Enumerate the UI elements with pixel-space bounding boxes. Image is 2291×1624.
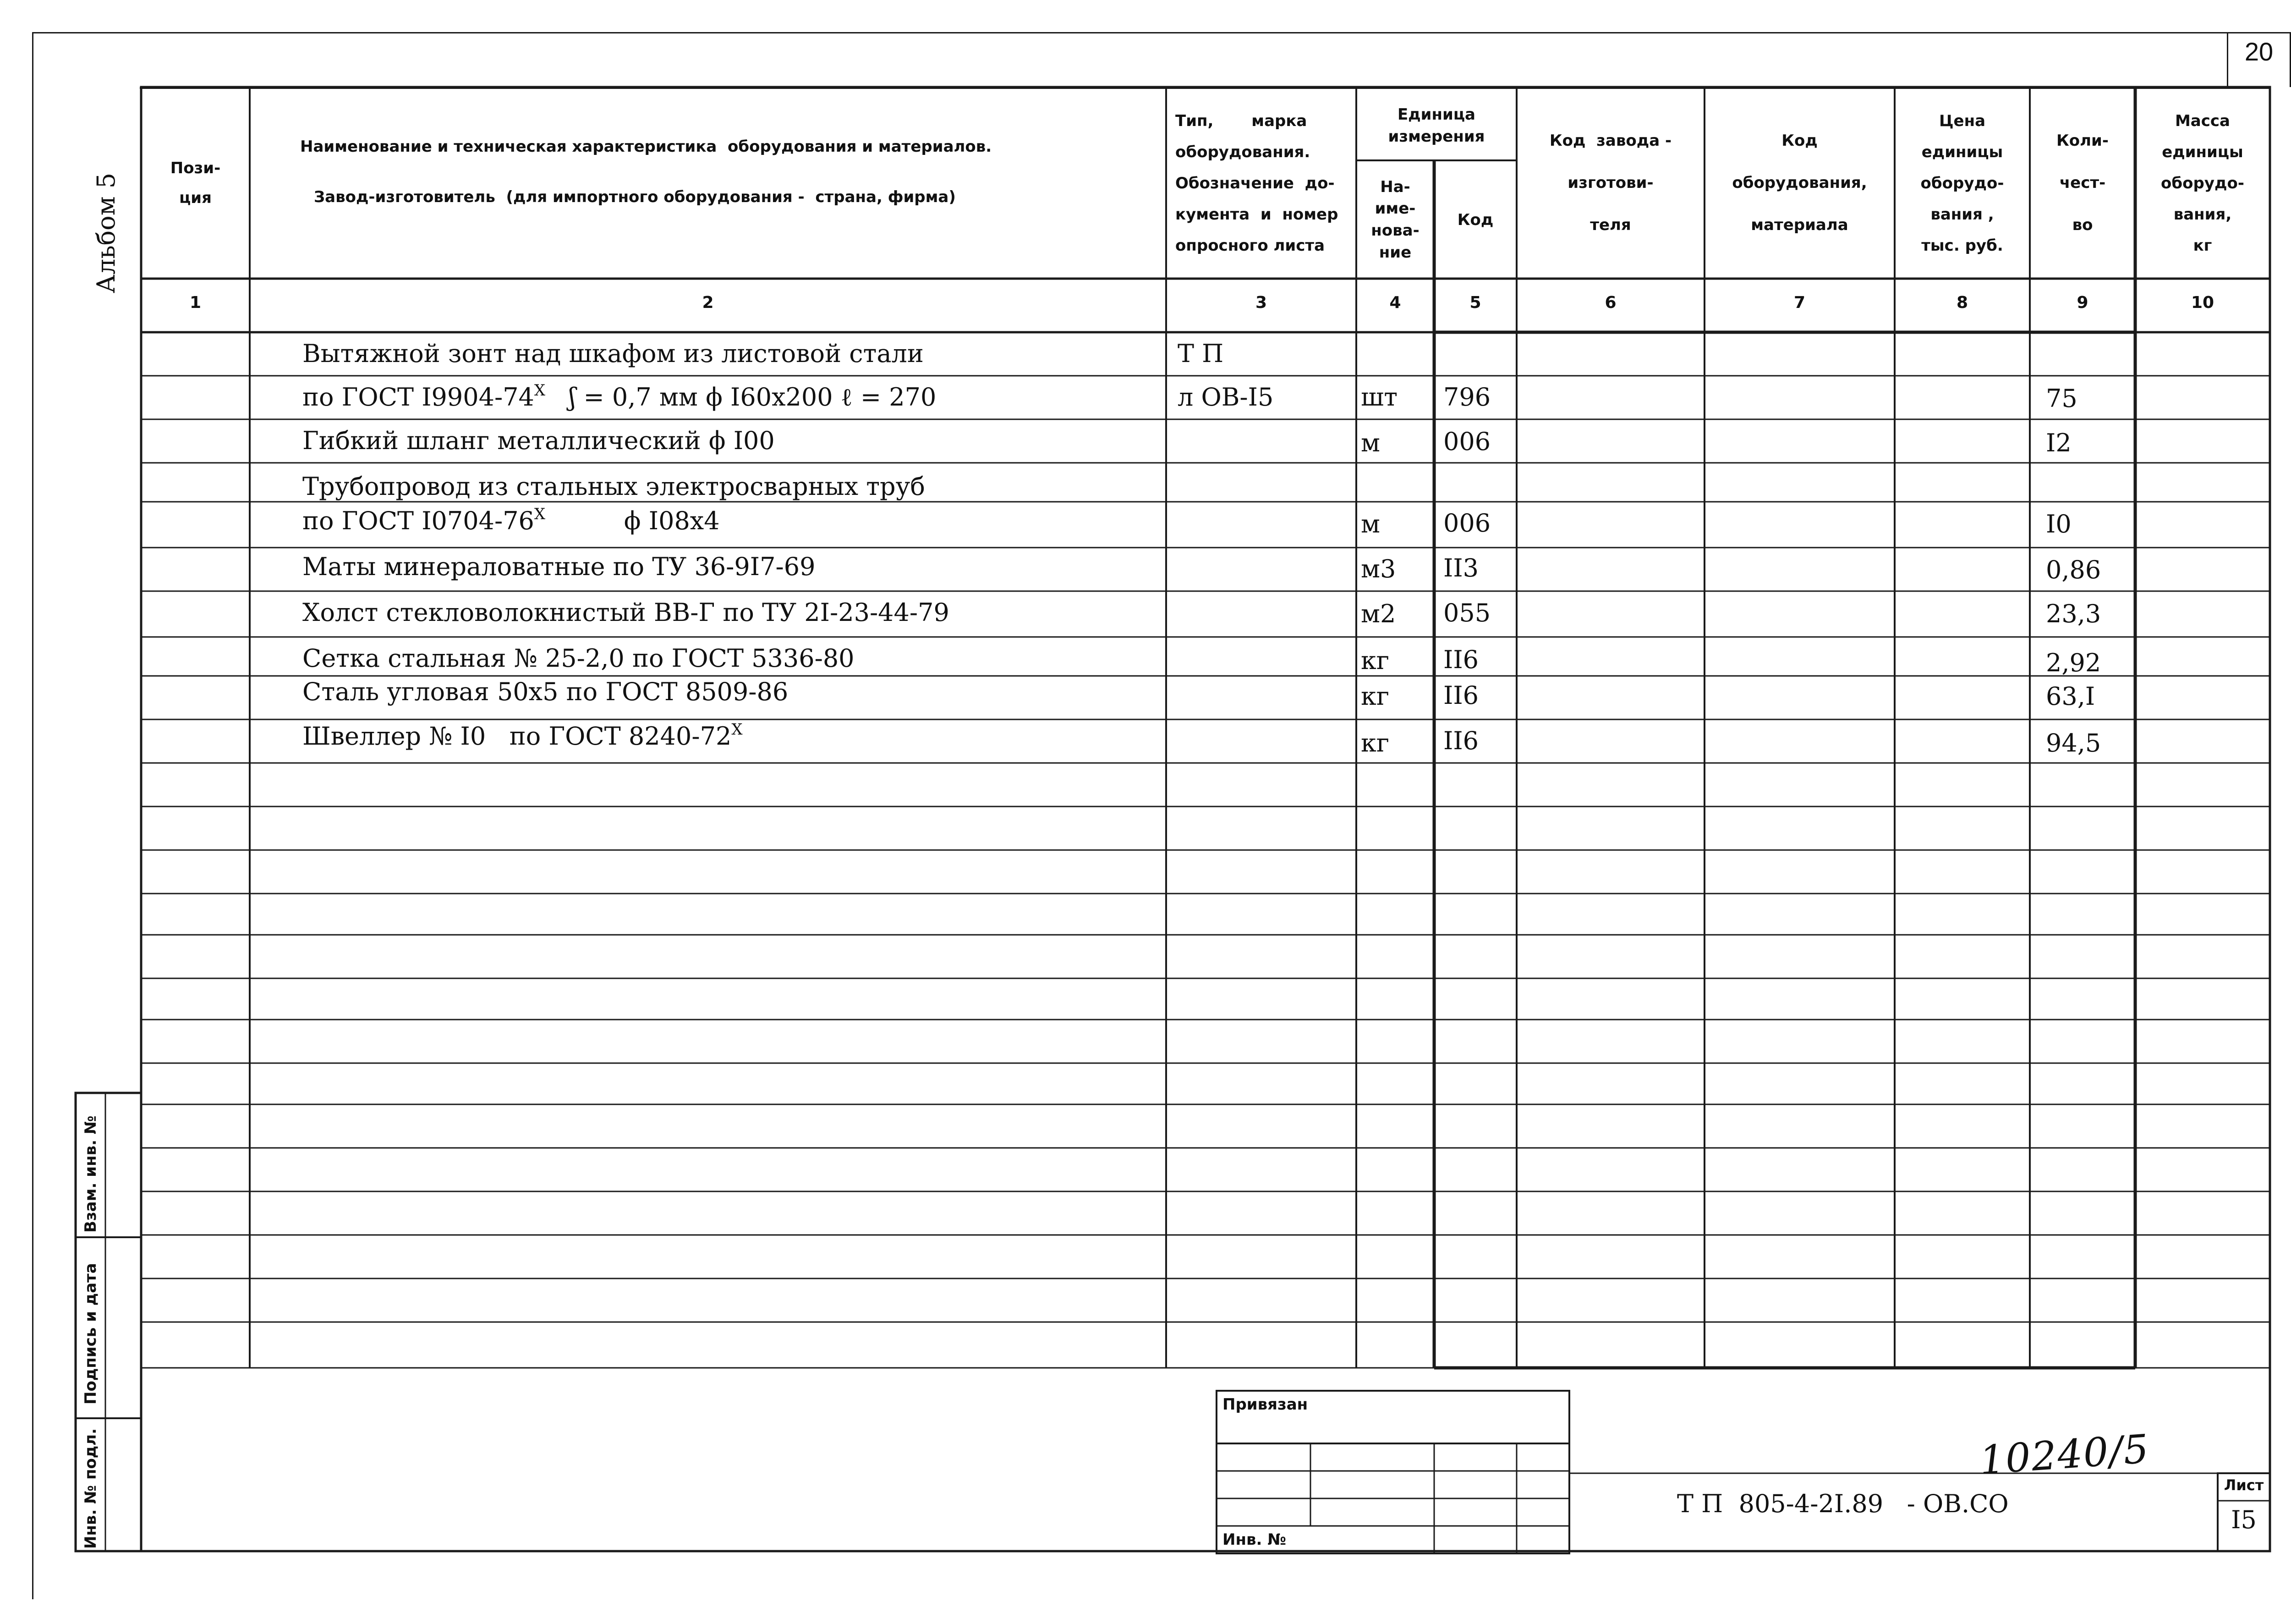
- header-unit-name: На- име- нова- ние: [1371, 177, 1420, 262]
- row-name-text: по ГОСТ I0704-76: [302, 506, 534, 535]
- label-inv-no: Инв. №: [1222, 1531, 1287, 1549]
- sheet-label: Лист: [2224, 1476, 2264, 1494]
- row-code: II6: [1443, 681, 1479, 710]
- row-type: л ОВ-I5: [1178, 383, 1274, 411]
- document-code: Т П 805-4-2I.89 - ОВ.СО: [1677, 1489, 2009, 1518]
- album-label: Альбом 5: [92, 172, 121, 293]
- stamp-vzam-inv: Взам. инв. №: [82, 1115, 100, 1233]
- stamp-signature-date: Подпись и дата: [82, 1263, 100, 1405]
- column-number: 10: [2191, 293, 2214, 312]
- row-qty: 63,I: [2046, 682, 2095, 711]
- column-number: 3: [1255, 293, 1267, 312]
- header-quantity: Коли- чест- во: [2056, 132, 2109, 234]
- header-mass: Масса единицы оборудо- вания, кг: [2161, 112, 2244, 255]
- row-name-text: Швеллер № I0 по ГОСТ 8240-72: [302, 722, 732, 751]
- row-type: Т П: [1178, 339, 1224, 368]
- row-name: Сетка стальная № 25-2,0 по ГОСТ 5336-80: [302, 644, 855, 673]
- header-factory-code: Код завода - изготови- теля: [1549, 132, 1672, 234]
- header-name-line2: Завод-изготовитель (для импортного оборудования - страна, фирма): [314, 187, 956, 206]
- column-number: 6: [1605, 293, 1617, 312]
- row-qty: 0,86: [2046, 555, 2101, 584]
- row-name: Вытяжной зонт над шкафом из листовой стали: [302, 339, 924, 368]
- column-number: 8: [1956, 293, 1968, 312]
- row-name: Трубопровод из стальных электросварных труб: [302, 472, 925, 501]
- row-unit: м: [1361, 510, 1381, 538]
- handwritten-number: 10240/5: [1978, 1426, 2151, 1484]
- column-number: 7: [1793, 293, 1806, 312]
- header-unit: Единица измерения: [1388, 105, 1485, 146]
- row-unit: кг: [1361, 682, 1390, 711]
- column-number: 1: [189, 293, 202, 312]
- row-qty: 94,5: [2046, 729, 2101, 757]
- header-equipment-code: Код оборудования, материала: [1732, 132, 1867, 234]
- row-name: [302, 506, 720, 535]
- column-number: 5: [1469, 293, 1481, 312]
- row-unit: кг: [1361, 646, 1390, 675]
- row-unit: м: [1361, 428, 1381, 457]
- row-code: 006: [1443, 509, 1491, 538]
- row-name-tail: ʃ = 0,7 мм ϕ I60x200 ℓ = 270: [545, 383, 937, 411]
- row-name-sup: X: [534, 381, 546, 400]
- row-qty: I0: [2046, 510, 2072, 538]
- label-privyazan: Привязан: [1222, 1395, 1308, 1414]
- header-position: Пози- ция: [170, 159, 221, 207]
- row-name-tail: ϕ I08x4: [545, 506, 720, 535]
- row-name: [302, 722, 743, 751]
- row-code: 796: [1443, 383, 1491, 411]
- row-unit: кг: [1361, 729, 1390, 757]
- row-name: Гибкий шланг металлический ϕ I00: [302, 426, 775, 455]
- row-unit: м2: [1361, 599, 1396, 628]
- header-price: Цена единицы оборудо- вания , тыс. руб.: [1920, 112, 2004, 255]
- row-unit: шт: [1361, 383, 1398, 411]
- sheet-number: I5: [2231, 1505, 2257, 1534]
- header-type: Тип, марка оборудования. Обозначение до- кумента и номер опросного листа: [1175, 112, 1338, 255]
- row-qty: 2,92: [2046, 648, 2101, 677]
- header-name-line1: Наименование и техническая характеристика оборудования и материалов.: [300, 137, 992, 156]
- row-name: Маты минераловатные по ТУ 36-9I7-69: [302, 552, 816, 581]
- row-code: II6: [1443, 726, 1479, 755]
- header-unit-code: Код: [1457, 210, 1494, 229]
- row-name: [302, 383, 936, 411]
- column-number: 2: [702, 293, 714, 312]
- column-number: 9: [2077, 293, 2088, 312]
- row-code: II3: [1443, 554, 1479, 582]
- row-qty: 75: [2046, 384, 2077, 413]
- stamp-inv-podl: Инв. № подл.: [82, 1428, 100, 1549]
- row-code: 055: [1443, 598, 1491, 627]
- row-code: 006: [1443, 427, 1491, 456]
- row-name-sup: X: [731, 720, 743, 739]
- row-name-text: по ГОСТ I9904-74: [302, 383, 534, 411]
- row-name: Холст стекловолокнистый ВВ-Г по ТУ 2I-23-44-79: [302, 598, 949, 627]
- row-code: II6: [1443, 645, 1479, 674]
- row-unit: м3: [1361, 554, 1396, 583]
- column-number: 4: [1389, 293, 1401, 312]
- row-name-sup: X: [534, 505, 546, 523]
- row-name: Сталь угловая 50x5 по ГОСТ 8509-86: [302, 677, 789, 706]
- page-number: 20: [2244, 37, 2274, 66]
- row-qty: I2: [2046, 428, 2072, 457]
- row-qty: 23,3: [2046, 599, 2101, 628]
